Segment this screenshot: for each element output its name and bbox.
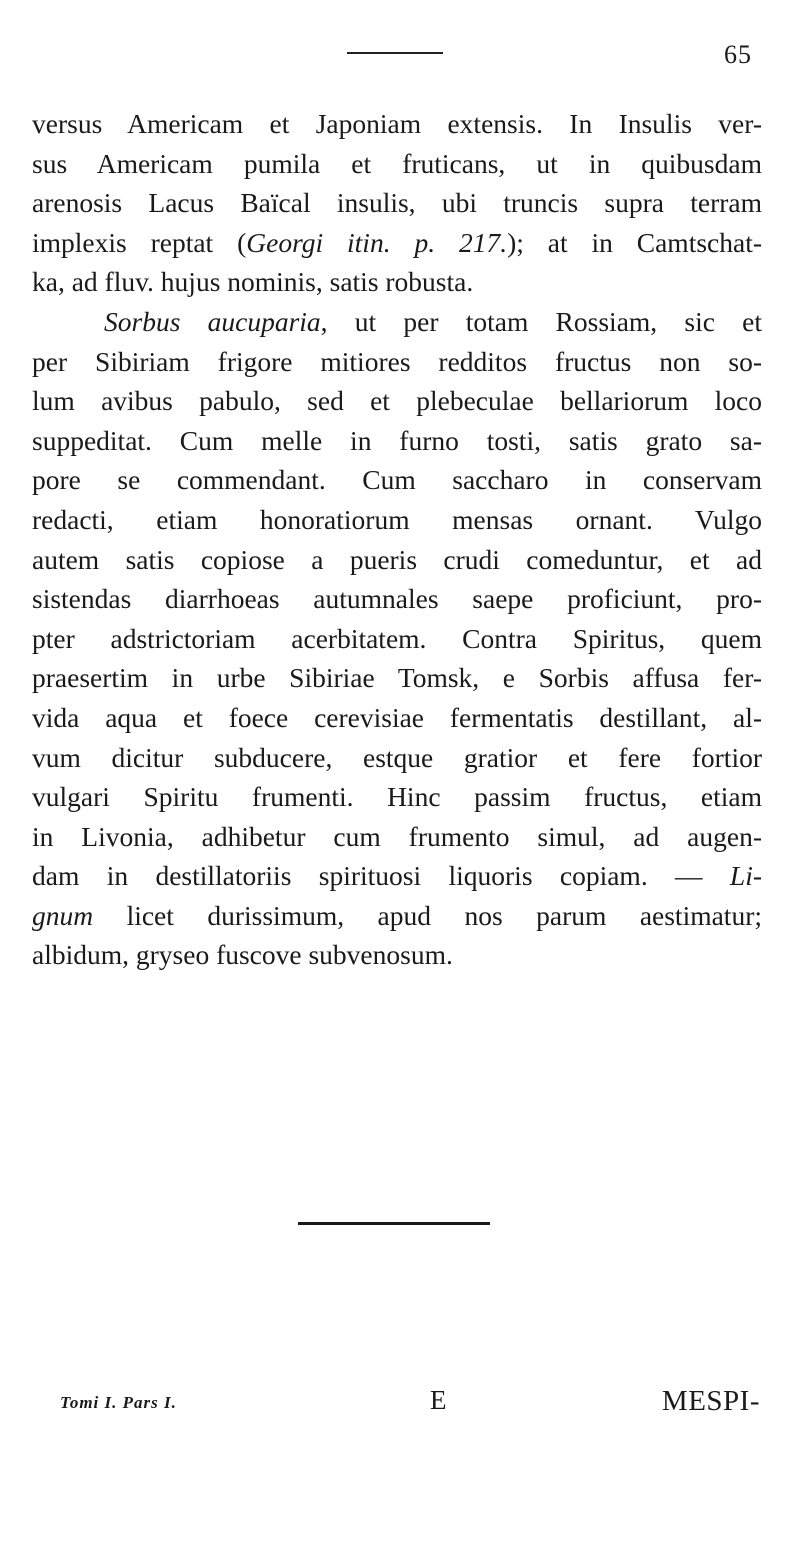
text-line [32,223,762,263]
text-line: suppeditat. Cum melle in furno tosti, satis grato sa- [32,424,762,456]
text-line: sistendas diarrhoeas autumnales saepe proficiunt, pro- [32,583,762,615]
citation: Georgi itin. p. 217. [246,226,508,258]
text-segment: ); at in Camtschat- [507,226,762,258]
header-rule [347,52,443,54]
text-line: ka, ad fluv. hujus nominis, satis robusta. [32,266,474,298]
text-line: vulgari Spiritu frumenti. Hinc passim fructus, etiam [32,781,762,813]
text-segment: , ut per totam Rossiam, sic et [320,305,762,337]
text-line: redacti, etiam honoratiorum mensas ornant. Vulgo [32,503,762,535]
text-line: pore se commendant. Cum saccharo in conservam [32,464,762,496]
text-line: pter adstrictoriam acerbitatem. Contra Spiritus, quem [32,622,762,654]
species-name: Sorbus aucuparia [104,305,321,337]
text-segment: licet durissimum, apud nos parum aestimatur; [93,899,762,931]
text-line [32,302,762,342]
text-line [32,856,762,896]
text-segment: implexis reptat ( [32,226,247,258]
catchword: MESPI- [661,1385,760,1417]
page-footer [0,1385,800,1425]
text-line: in Livonia, adhibetur cum frumento simul, ad augen- [32,820,762,852]
body-text [32,104,762,975]
text-line: versus Americam et Japoniam extensis. In Insulis ver- [32,108,762,139]
text-line: per Sibiriam frigore mitiores redditos fructus non so- [32,345,762,377]
text-line: vum dicitur subducere, estque gratior et fere fortior [32,741,762,773]
term-lignum: gnum [32,899,94,931]
text-segment: dam in destillatoriis spirituosi liquoris copiam. — [32,860,730,892]
text-line [32,896,762,936]
text-line: vida aqua et foece cerevisiae fermentatis destillant, al- [32,701,762,733]
volume-signature: Tomi I. Pars I. [60,1393,177,1412]
text-line: lum avibus pabulo, sed et plebeculae bellariorum loco [32,385,762,417]
text-line: sus Americam pumila et fruticans, ut in quibusdam [32,147,762,179]
text-line: autem satis copiose a pueris crudi comeduntur, et ad [32,543,762,575]
text-line: arenosis Lacus Baïcal insulis, ubi truncis supra terram [32,187,762,219]
term-lignum: Li- [729,860,762,892]
footer-rule [298,1222,490,1225]
page-number: 65 [724,40,752,69]
text-line: praesertim in urbe Sibiriae Tomsk, e Sorbis affusa fer- [32,662,762,694]
sheet-mark: E [430,1385,447,1415]
text-line: albidum, gryseo fuscove subvenosum. [32,939,453,971]
